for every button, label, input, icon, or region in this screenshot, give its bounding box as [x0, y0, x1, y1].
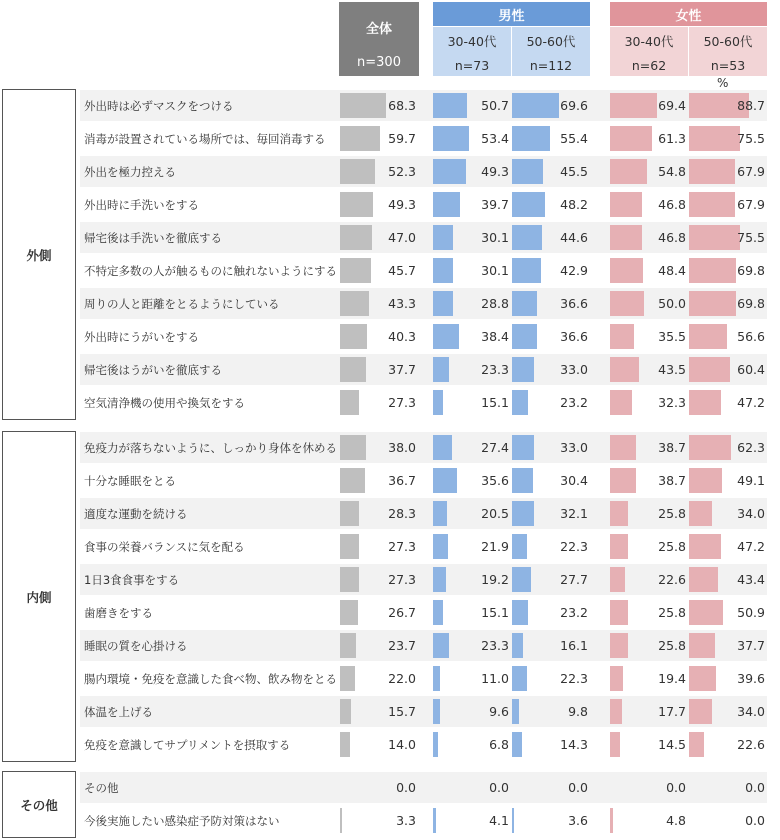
row-label: 外出時に手洗いをする: [84, 197, 199, 212]
value-label: 49.3: [388, 197, 416, 212]
header-male-5060-age: 50-60代: [526, 34, 576, 49]
value-label: 69.8: [737, 296, 765, 311]
header-female-3040-n: n=62: [631, 57, 667, 73]
value-label: 22.3: [560, 539, 588, 554]
row-label: 1日3食食事をする: [84, 572, 180, 587]
value-label: 54.8: [658, 164, 686, 179]
value-label: 14.0: [388, 737, 416, 752]
section-2: その他: [2, 771, 76, 838]
value-label: 27.3: [388, 395, 416, 410]
value-label: 9.8: [568, 704, 588, 719]
value-label: 55.4: [560, 131, 588, 146]
row-label: 今後実施したい感染症予防対策はない: [84, 813, 280, 828]
value-label: 69.4: [658, 98, 686, 113]
value-label: 27.3: [388, 539, 416, 554]
row-label: 睡眠の質を心掛ける: [84, 638, 188, 653]
row-label: 歯磨きをする: [84, 605, 153, 620]
value-label: 21.9: [481, 539, 509, 554]
value-label: 25.8: [658, 638, 686, 653]
value-label: 11.0: [481, 671, 509, 686]
value-label: 43.5: [658, 362, 686, 377]
header-female-3040-age: 30-40代: [624, 34, 674, 49]
value-label: 68.3: [388, 98, 416, 113]
value-label: 25.8: [658, 506, 686, 521]
value-label: 50.0: [658, 296, 686, 311]
header-female-5060-age: 50-60代: [703, 34, 753, 49]
value-label: 27.4: [481, 440, 509, 455]
value-label: 42.9: [560, 263, 588, 278]
value-label: 38.0: [388, 440, 416, 455]
header-female: 女性: [610, 2, 767, 26]
value-label: 49.3: [481, 164, 509, 179]
value-label: 4.8: [666, 813, 686, 828]
value-label: 25.8: [658, 539, 686, 554]
section-0: 外側: [2, 89, 76, 420]
value-label: 33.0: [560, 440, 588, 455]
row-label: 外出時は必ずマスクをつける: [84, 98, 234, 113]
value-label: 4.1: [489, 813, 509, 828]
value-label: 69.8: [737, 263, 765, 278]
value-label: 14.3: [560, 737, 588, 752]
value-label: 23.3: [481, 638, 509, 653]
value-label: 37.7: [388, 362, 416, 377]
header-male-3040-n: n=73: [454, 57, 490, 73]
value-label: 30.1: [481, 230, 509, 245]
value-label: 0.0: [745, 780, 765, 795]
value-label: 61.3: [658, 131, 686, 146]
value-label: 48.4: [658, 263, 686, 278]
row-label: 周りの人と距離をとるようにしている: [84, 296, 280, 311]
value-label: 15.1: [481, 605, 509, 620]
value-label: 47.2: [737, 539, 765, 554]
header-male-3040-age: 30-40代: [447, 34, 497, 49]
value-label: 75.5: [737, 131, 765, 146]
value-label: 23.2: [560, 395, 588, 410]
value-label: 35.6: [481, 473, 509, 488]
value-label: 38.7: [658, 440, 686, 455]
value-label: 44.6: [560, 230, 588, 245]
row-label: 空気清浄機の使用や換気をする: [84, 395, 245, 410]
header-male: 男性: [433, 2, 590, 26]
value-label: 67.9: [737, 197, 765, 212]
value-label: 49.1: [737, 473, 765, 488]
header-total: [339, 2, 419, 76]
value-label: 50.7: [481, 98, 509, 113]
value-label: 62.3: [737, 440, 765, 455]
row-label: 腸内環境・免疫を意識した食べ物、飲み物をとる: [84, 671, 337, 686]
value-label: 0.0: [489, 780, 509, 795]
value-label: 36.6: [560, 296, 588, 311]
value-label: 88.7: [737, 98, 765, 113]
value-label: 28.8: [481, 296, 509, 311]
value-label: 23.3: [481, 362, 509, 377]
value-label: 26.7: [388, 605, 416, 620]
value-label: 52.3: [388, 164, 416, 179]
value-label: 15.7: [388, 704, 416, 719]
value-label: 43.4: [737, 572, 765, 587]
row-label: 消毒が設置されている場所では、毎回消毒する: [84, 131, 326, 146]
value-label: 19.2: [481, 572, 509, 587]
value-label: 15.1: [481, 395, 509, 410]
value-label: 32.3: [658, 395, 686, 410]
row-label: 帰宅後は手洗いを徹底する: [84, 230, 222, 245]
value-label: 30.4: [560, 473, 588, 488]
value-label: 34.0: [737, 704, 765, 719]
value-label: 45.7: [388, 263, 416, 278]
value-label: 22.6: [658, 572, 686, 587]
value-label: 46.8: [658, 230, 686, 245]
value-label: 38.7: [658, 473, 686, 488]
section-1: 内側: [2, 431, 76, 762]
row-label: 免疫を意識してサプリメントを摂取する: [84, 737, 291, 752]
value-label: 67.9: [737, 164, 765, 179]
value-label: 0.0: [396, 780, 416, 795]
value-label: 17.7: [658, 704, 686, 719]
value-label: 40.3: [388, 329, 416, 344]
value-label: 28.3: [388, 506, 416, 521]
value-label: 56.6: [737, 329, 765, 344]
row-label: その他: [84, 780, 119, 795]
value-label: 22.3: [560, 671, 588, 686]
value-label: 23.2: [560, 605, 588, 620]
value-label: 35.5: [658, 329, 686, 344]
value-label: 75.5: [737, 230, 765, 245]
row-label: 外出を極力控える: [84, 164, 176, 179]
row-label: 十分な睡眠をとる: [84, 473, 176, 488]
value-label: 36.7: [388, 473, 416, 488]
value-label: 59.7: [388, 131, 416, 146]
row-label: 体温を上げる: [84, 704, 153, 719]
value-label: 14.5: [658, 737, 686, 752]
header-male-5060-n: n=112: [529, 57, 573, 73]
header-total-label: 全体: [365, 22, 392, 37]
row-label: 適度な運動を続ける: [84, 506, 188, 521]
value-label: 9.6: [489, 704, 509, 719]
value-label: 0.0: [568, 780, 588, 795]
value-label: 22.0: [388, 671, 416, 686]
value-label: 27.3: [388, 572, 416, 587]
value-label: 48.2: [560, 197, 588, 212]
value-label: 0.0: [745, 813, 765, 828]
row-label: 食事の栄養バランスに気を配る: [84, 539, 245, 554]
value-label: 3.3: [396, 813, 416, 828]
value-label: 25.8: [658, 605, 686, 620]
value-label: 6.8: [489, 737, 509, 752]
value-label: 37.7: [737, 638, 765, 653]
value-label: 27.7: [560, 572, 588, 587]
value-label: 39.6: [737, 671, 765, 686]
value-label: 22.6: [737, 737, 765, 752]
row-label: 帰宅後はうがいを徹底する: [84, 362, 222, 377]
value-label: 32.1: [560, 506, 588, 521]
row-label: 不特定多数の人が触るものに触れないようにする: [84, 263, 337, 278]
value-label: 69.6: [560, 98, 588, 113]
value-label: 43.3: [388, 296, 416, 311]
value-label: 16.1: [560, 638, 588, 653]
value-label: 34.0: [737, 506, 765, 521]
value-label: 19.4: [658, 671, 686, 686]
value-label: 36.6: [560, 329, 588, 344]
value-label: 30.1: [481, 263, 509, 278]
value-label: 60.4: [737, 362, 765, 377]
value-label: 3.6: [568, 813, 588, 828]
header-total-n: n=300: [357, 55, 401, 70]
value-label: 46.8: [658, 197, 686, 212]
row-label: 外出時にうがいをする: [84, 329, 199, 344]
value-label: 38.4: [481, 329, 509, 344]
value-label: 47.0: [388, 230, 416, 245]
row-label: 免疫力が落ちないように、しっかり身体を休める: [84, 440, 337, 455]
value-label: 47.2: [737, 395, 765, 410]
unit-label: %: [717, 76, 729, 90]
value-label: 33.0: [560, 362, 588, 377]
value-label: 20.5: [481, 506, 509, 521]
value-label: 53.4: [481, 131, 509, 146]
value-label: 23.7: [388, 638, 416, 653]
value-label: 50.9: [737, 605, 765, 620]
value-label: 45.5: [560, 164, 588, 179]
header-female-5060-n: n=53: [710, 57, 746, 73]
value-label: 0.0: [666, 780, 686, 795]
value-label: 39.7: [481, 197, 509, 212]
